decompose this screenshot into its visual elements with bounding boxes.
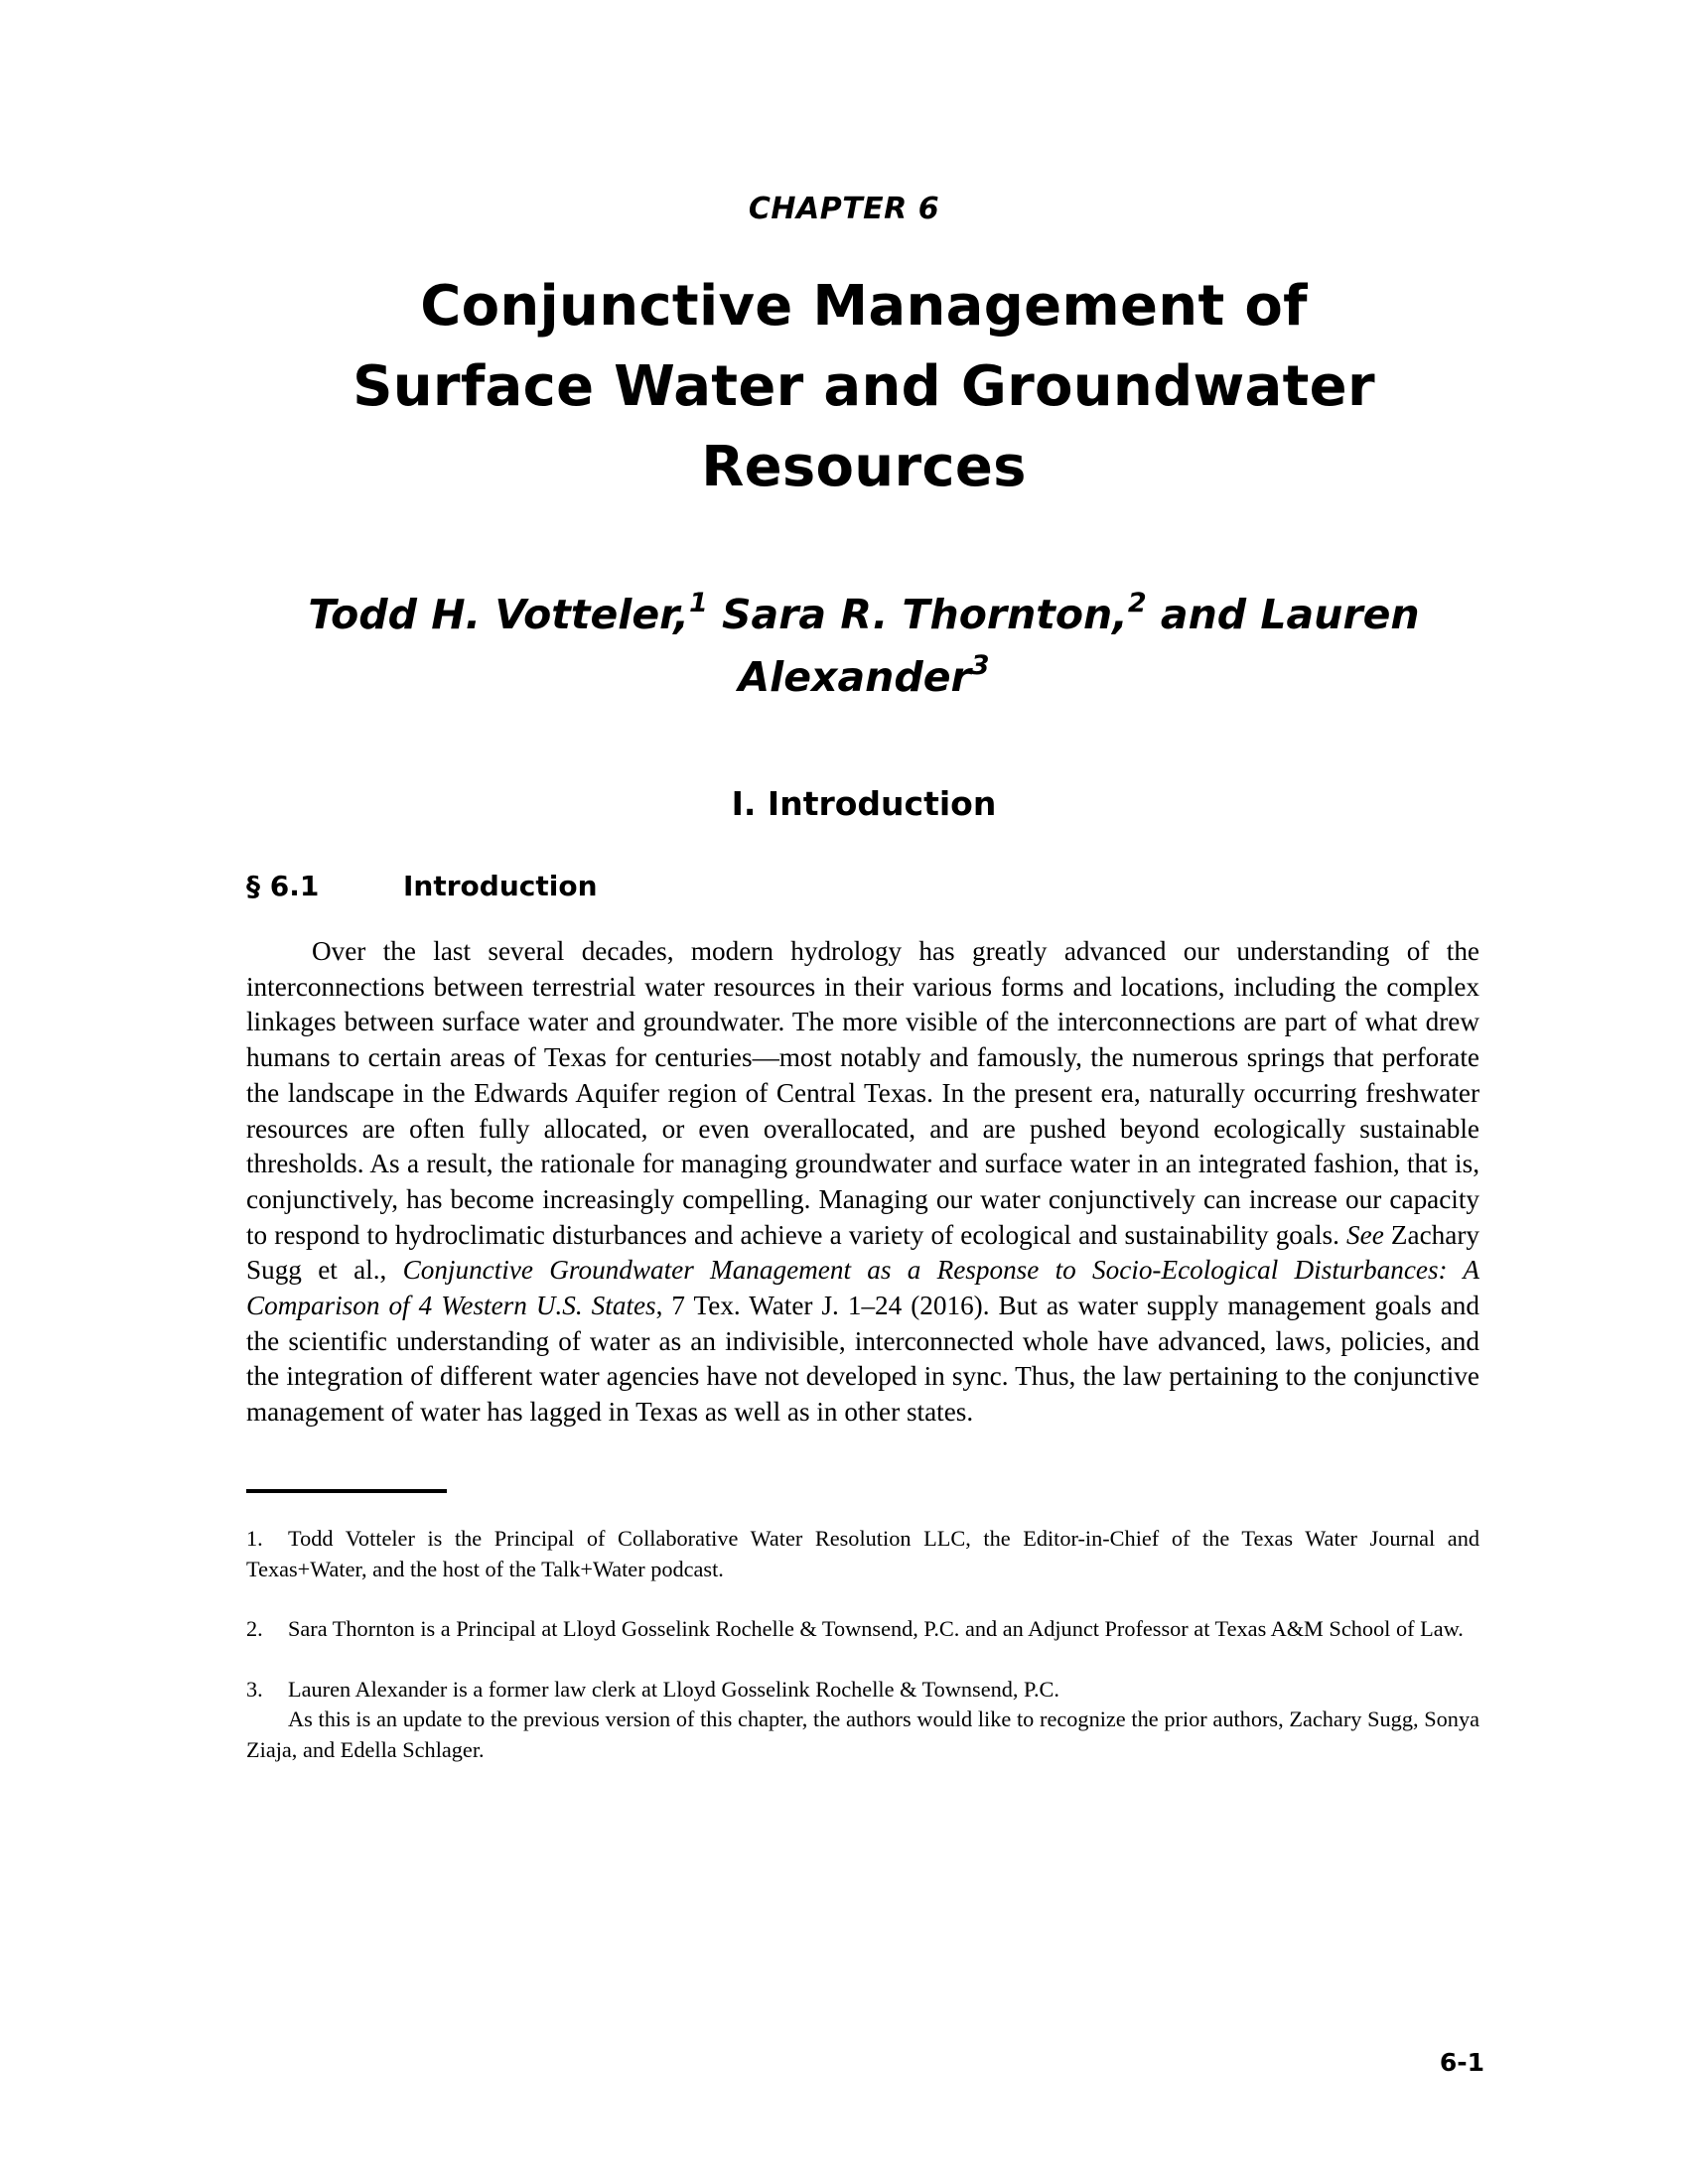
- citation-signal: See: [1346, 1219, 1384, 1250]
- part-heading: I. Introduction: [731, 784, 997, 823]
- footnote-ref[interactable]: 1: [688, 588, 708, 618]
- footnote: [246, 1524, 1479, 1584]
- footnote-number: 1.: [246, 1526, 263, 1551]
- author-name: Alexander: [738, 653, 971, 701]
- chapter-label: CHAPTER 6: [748, 192, 940, 226]
- author-list: [298, 584, 1430, 709]
- section-number: § 6.1: [246, 870, 320, 902]
- body-text: Over the last several decades, modern hydrology has greatly advanced our understanding of the interconnections between terrestrial water resources in their various forms and locations, including the complex linkages between surface water and groundwater. The more visible of the interconnections are part of what drew humans to certain areas of Texas for centuries—most notably and famously, the numerous springs that perforate the landscape in the Edwards Aquifer region of Central Texas. In the present era, naturally occurring freshwater resources are often fully allocated, or even overallocated, and are pushed beyond ecologically sustainable thresholds. As a result, the rationale for managing groundwater and surface water in an integrated fashion, that is, conjunctively, has become increasingly compelling. Managing our water conjunctively can increase our capacity to respond to hydroclimatic disturbances and achieve a variety of ecological and sustainability goals.: [246, 936, 1479, 1250]
- author-conjunction: and Lauren: [1160, 591, 1420, 638]
- author-name: Sara R. Thornton,: [722, 591, 1128, 638]
- body-text: , 7 Tex. Water J. 1–24 (2016). But as water supply management goals and the scientific understanding of water as an indivisible, interconnected whole have advanced, laws, policies, and the integration of different water agencies have not developed in sync. Thus, the law pertaining to the conjunctive management of water has lagged in Texas as well as in other states.: [246, 1291, 1479, 1428]
- footnotes: [246, 1524, 1479, 1795]
- footnote-ref[interactable]: 3: [970, 650, 990, 681]
- footnote-text: Todd Votteler is the Principal of Collaborative Water Resolution LLC, the Editor-in-Chief of the Texas Water Journal and Texas+Water, and the host of the Talk+Water podcast.: [246, 1526, 1479, 1581]
- footnote-number: 2.: [246, 1616, 263, 1641]
- citation-author: Zachary Sugg et al.,: [246, 1219, 1479, 1286]
- footnote: [246, 1675, 1479, 1766]
- footnote-text: Lauren Alexander is a former law clerk at Lloyd Gosselink Rochelle & Townsend, P.C.: [288, 1676, 1059, 1702]
- citation-title: Conjunctive Groundwater Management as a Response to Socio-Ecological Disturbances: A Comparison of 4 Western U.S. States: [246, 1255, 1479, 1321]
- footnote-text: Sara Thornton is a Principal at Lloyd Gosselink Rochelle & Townsend, P.C. and an Adjunct Professor at Texas A&M School of Law.: [288, 1616, 1464, 1641]
- chapter-title-line: Surface Water and Groundwater: [352, 354, 1375, 419]
- footnote: [246, 1614, 1479, 1645]
- chapter-title: [298, 266, 1430, 507]
- page-number: 6-1: [1439, 2048, 1484, 2077]
- footnote-ref[interactable]: 2: [1127, 588, 1147, 618]
- footnote-continuation: As this is an update to the previous version of this chapter, the authors would like to recognize the prior authors, Zachary Sugg, Sonya Ziaja, and Edella Schlager.: [246, 1706, 1479, 1762]
- body-paragraph: [246, 934, 1479, 1431]
- author-name: Todd H. Votteler,: [308, 591, 689, 638]
- footnote-separator: [246, 1489, 447, 1493]
- section-heading: [246, 870, 598, 902]
- footnote-number: 3.: [246, 1676, 263, 1702]
- section-title: Introduction: [403, 870, 598, 902]
- chapter-title-line: Conjunctive Management of: [420, 274, 1308, 339]
- chapter-title-line: Resources: [701, 435, 1027, 499]
